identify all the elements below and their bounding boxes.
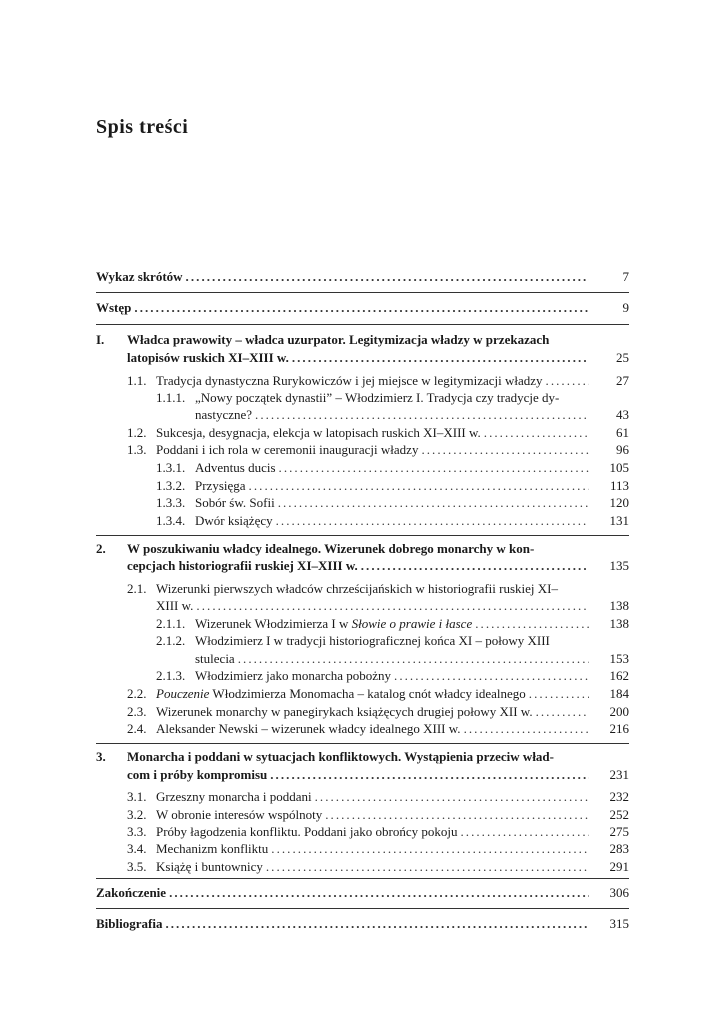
- toc-entry-text-plain: Włodzimierza Monomacha – katalog cnót władcy idealnego: [209, 686, 526, 701]
- toc-entry-ch1[interactable]: [127, 349, 629, 367]
- section-number: 2.2.: [127, 686, 147, 701]
- toc-entry-text-italic: Słowie o prawie i łasce: [351, 616, 473, 631]
- section-title-line1[interactable]: „Nowy początek dynastii” – Włodzimierz I. Tradycja czy tradycje dy-: [195, 390, 560, 405]
- page-title: Spis treści: [96, 116, 189, 138]
- leader-dots: [196, 597, 589, 615]
- toc-page-number: 275: [609, 824, 629, 839]
- section-title-line2: stulecia: [195, 651, 235, 666]
- toc-entry-text: Wstęp: [96, 300, 132, 315]
- toc-entry-text: Książę i buntownicy: [156, 859, 263, 874]
- leader-dots: [484, 424, 589, 442]
- section-title-line1[interactable]: Włodzimierz I w tradycji historiograficznej końca XI – połowy XIII: [195, 633, 550, 648]
- toc-entry-3-4[interactable]: [127, 840, 629, 858]
- section-title-line2: nastyczne?: [195, 407, 253, 422]
- toc-entry-text: Dwór książęcy: [195, 513, 273, 528]
- toc-entry-1-3-1[interactable]: [156, 459, 629, 477]
- section-number: 2.1.2.: [156, 633, 186, 648]
- toc-entry-text: Tradycja dynastyczna Rurykowiczów i jej miejsce w legitymizacji władzy: [156, 373, 543, 388]
- toc-entry-1-3-4[interactable]: [156, 512, 629, 530]
- toc-entry-text: Mechanizm konfliktu: [156, 841, 269, 856]
- toc-page-number: 43: [616, 407, 629, 422]
- leader-dots: [276, 512, 589, 530]
- leader-dots: [271, 840, 589, 858]
- chapter-number: I.: [96, 332, 105, 347]
- toc-entry-1-3-3[interactable]: [156, 494, 629, 512]
- toc-page-number: 216: [609, 721, 629, 736]
- section-number: 1.3.: [127, 442, 147, 457]
- toc-page-number: 138: [609, 598, 629, 613]
- leader-dots: [238, 650, 589, 668]
- toc-page-number: 283: [609, 841, 629, 856]
- section-number: 1.1.1.: [156, 390, 186, 405]
- section-number: 2.1.1.: [156, 616, 186, 631]
- toc-page-number: 231: [609, 767, 629, 782]
- toc-entry-2-1[interactable]: [156, 597, 629, 615]
- leader-dots: [165, 915, 589, 933]
- toc-entry-2-1-2[interactable]: [195, 650, 629, 668]
- toc-page-number: 61: [616, 425, 629, 440]
- leader-dots: [186, 268, 589, 286]
- section-title-line2: XIII w.: [156, 598, 194, 613]
- toc-page-number: 7: [622, 269, 629, 284]
- toc-page-number: 131: [609, 513, 629, 528]
- toc-entry-text: [195, 615, 472, 633]
- toc-entry-2-4[interactable]: [127, 720, 629, 738]
- toc-page-number: 105: [609, 460, 629, 475]
- toc-entry-text: Zakończenie: [96, 885, 167, 900]
- leader-dots: [421, 441, 589, 459]
- toc-page-number: 27: [616, 373, 629, 388]
- toc-entry-2-1-1[interactable]: [156, 615, 629, 633]
- section-number: 3.2.: [127, 807, 147, 822]
- leader-dots: [279, 459, 589, 477]
- toc-entry-2-1-3[interactable]: [156, 667, 629, 685]
- toc-entry-2-3[interactable]: [127, 703, 629, 721]
- leader-dots: [529, 685, 589, 703]
- toc-page-number: 153: [609, 651, 629, 666]
- toc-entry-2-2[interactable]: [127, 685, 629, 703]
- section-number: 3.5.: [127, 859, 147, 874]
- toc-page-number: 138: [609, 616, 629, 631]
- toc-entry-wykaz[interactable]: [96, 268, 629, 286]
- section-number: 2.3.: [127, 704, 147, 719]
- section-number: 3.3.: [127, 824, 147, 839]
- toc-entry-3-3[interactable]: [127, 823, 629, 841]
- leader-dots: [475, 615, 589, 633]
- leader-dots: [134, 299, 589, 317]
- toc-entry-zakonczenie[interactable]: [96, 884, 629, 902]
- toc-page-number: 200: [609, 704, 629, 719]
- toc-entry-text: [156, 685, 526, 703]
- toc-page-number: 315: [609, 916, 629, 931]
- chapter-title-line1[interactable]: W poszukiwaniu władcy idealnego. Wizerunek dobrego monarchy w kon-: [127, 541, 535, 556]
- toc-entry-1-3-2[interactable]: [156, 477, 629, 495]
- leader-dots: [536, 703, 589, 721]
- toc-entry-1-2[interactable]: [127, 424, 629, 442]
- section-number: 3.1.: [127, 789, 147, 804]
- divider: [96, 878, 629, 879]
- divider: [96, 324, 629, 325]
- toc-entry-text: Próby łagodzenia konfliktu. Poddani jako obrońcy pokoju: [156, 824, 458, 839]
- leader-dots: [460, 823, 589, 841]
- chapter-title-line1[interactable]: Władca prawowity – władca uzurpator. Legitymizacja władzy w przekazach: [127, 332, 550, 347]
- section-number: 1.3.4.: [156, 513, 186, 528]
- leader-dots: [270, 766, 589, 784]
- toc-entry-1-1-1[interactable]: [195, 406, 629, 424]
- toc-entry-text: Bibliografia: [96, 916, 163, 931]
- leader-dots: [169, 884, 589, 902]
- chapter-title-line2: latopisów ruskich XI–XIII w.: [127, 350, 289, 365]
- leader-dots: [464, 720, 589, 738]
- leader-dots: [249, 477, 589, 495]
- section-title-line1[interactable]: Wizerunki pierwszych władców chrześcijańskich w historiografii ruskiej XI–: [156, 581, 558, 596]
- leader-dots: [361, 557, 589, 575]
- chapter-number: 2.: [96, 541, 106, 556]
- toc-page-number: 184: [609, 686, 629, 701]
- toc-page-number: 232: [609, 789, 629, 804]
- toc-page-number: 306: [609, 885, 629, 900]
- toc-page-number: 162: [609, 668, 629, 683]
- toc-entry-text-plain: Wizerunek Włodzimierza I w: [195, 616, 352, 631]
- toc-page-number: 291: [609, 859, 629, 874]
- leader-dots: [266, 858, 589, 876]
- leader-dots: [278, 494, 589, 512]
- toc-entry-text: Wizerunek monarchy w panegirykach książęcych drugiej połowy XII w.: [156, 704, 533, 719]
- toc-entry-3-2[interactable]: [127, 806, 629, 824]
- toc-page-number: 120: [609, 495, 629, 510]
- leader-dots: [315, 788, 589, 806]
- leader-dots: [255, 406, 589, 424]
- toc-page-number: 113: [609, 478, 629, 493]
- divider: [96, 743, 629, 744]
- toc-entry-1-3[interactable]: [127, 441, 629, 459]
- leader-dots: [394, 667, 589, 685]
- toc-entry-1-1[interactable]: [127, 372, 629, 390]
- toc-entry-text: Sobór św. Sofii: [195, 495, 275, 510]
- section-number: 1.3.2.: [156, 478, 186, 493]
- leader-dots: [292, 349, 589, 367]
- toc-page-number: 25: [616, 350, 629, 365]
- leader-dots: [325, 806, 589, 824]
- toc-entry-ch3[interactable]: [127, 766, 629, 784]
- divider: [96, 535, 629, 536]
- section-number: 1.3.1.: [156, 460, 186, 475]
- section-number: 1.2.: [127, 425, 147, 440]
- chapter-title-line2: cepcjach historiografii ruskiej XI–XIII w.: [127, 558, 358, 573]
- toc-page-number: 252: [609, 807, 629, 822]
- toc-entry-text: Sukcesja, desygnacja, elekcja w latopisach ruskich XI–XIII w.: [156, 425, 481, 440]
- divider: [96, 908, 629, 909]
- toc-entry-text-italic: Pouczenie: [156, 686, 210, 701]
- section-number: 1.3.3.: [156, 495, 186, 510]
- toc-entry-text: Adventus ducis: [195, 460, 276, 475]
- toc-entry-3-1[interactable]: [127, 788, 629, 806]
- toc-entry-3-5[interactable]: [127, 858, 629, 876]
- chapter-number: 3.: [96, 749, 106, 764]
- toc-entry-text: Aleksander Newski – wizerunek władcy idealnego XIII w.: [156, 721, 461, 736]
- toc-entry-text: Poddani i ich rola w ceremonii inauguracji władzy: [156, 442, 419, 457]
- divider: [96, 292, 629, 293]
- section-number: 2.1.3.: [156, 668, 186, 683]
- toc-entry-text: Włodzimierz jako monarcha pobożny: [195, 668, 392, 683]
- toc-entry-text: Wykaz skrótów: [96, 269, 183, 284]
- toc-entry-text: W obronie interesów wspólnoty: [156, 807, 323, 822]
- section-number: 3.4.: [127, 841, 147, 856]
- toc-entry-text: Przysięga: [195, 478, 246, 493]
- chapter-title-line1[interactable]: Monarcha i poddani w sytuacjach konfliktowych. Wystąpienia przeciw wład-: [127, 749, 554, 764]
- leader-dots: [546, 372, 589, 390]
- section-number: 2.4.: [127, 721, 147, 736]
- section-number: 2.1.: [127, 581, 147, 596]
- toc-entry-bibliografia[interactable]: [96, 915, 629, 933]
- toc-page-number: 135: [609, 558, 629, 573]
- toc-entry-text: Grzeszny monarcha i poddani: [156, 789, 312, 804]
- toc-page-number: 96: [616, 442, 629, 457]
- chapter-title-line2: com i próby kompromisu: [127, 767, 268, 782]
- toc-page-number: 9: [622, 300, 629, 315]
- toc-entry-wstep[interactable]: [96, 299, 629, 317]
- section-number: 1.1.: [127, 373, 147, 388]
- toc-entry-ch2[interactable]: [127, 557, 629, 575]
